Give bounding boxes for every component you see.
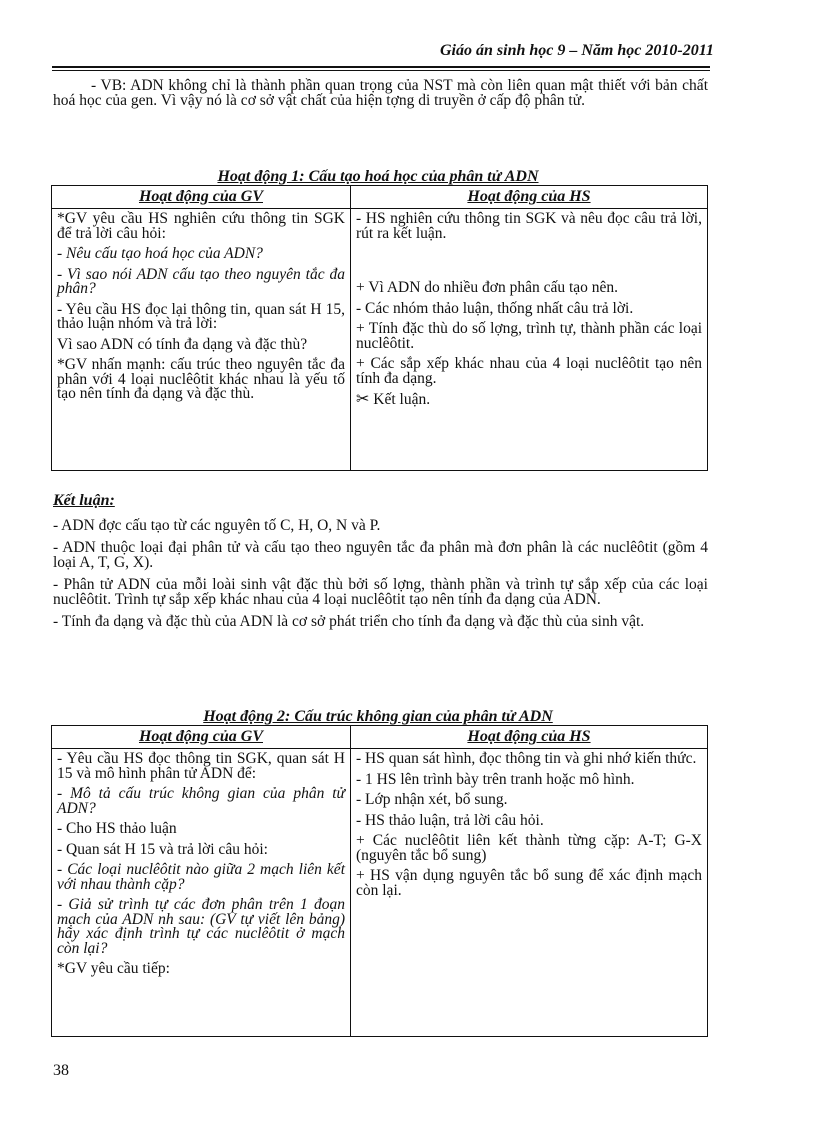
- activity2-hs-cell: [351, 749, 708, 1037]
- intro-paragraph: - VB: ADN không chỉ là thành phần quan trọng của NST mà còn liên quan mật thiết với bản chất hoá học của gen. Vì vậy nó là cơ sở vật chất của hiện tợng di truyền ở cấp độ phân tử.: [53, 77, 708, 109]
- activity1-gv-line: - Nêu cấu tạo hoá học của ADN?: [57, 245, 263, 262]
- conclusion-list: [53, 518, 708, 636]
- activity1-gv-line: Vì sao ADN có tính đa dạng và đặc thù?: [57, 335, 308, 353]
- activity2-col-hs: Hoạt động của HS: [351, 726, 708, 749]
- activity2-gv-cell: [52, 749, 351, 1037]
- activity1-hs-line: - Các nhóm thảo luận, thống nhất câu trả lời.: [356, 299, 634, 317]
- activity1-hs-conclusion: [356, 389, 702, 408]
- activity2-hs-line: - HS thảo luận, trả lời câu hỏi.: [356, 811, 544, 829]
- activity1-gv-cell: [52, 209, 351, 471]
- activity1-col-hs: Hoạt động của HS: [351, 186, 708, 209]
- activity1-hs-line: + Tính đặc thù do số lợng, trình tự, thành phần các loại nuclêôtit.: [356, 320, 702, 352]
- activity2-caption: Hoạt động 2: Cấu trúc không gian của phân tử ADN: [203, 708, 553, 725]
- activity2-hs-line: - HS quan sát hình, đọc thông tin và ghi nhớ kiến thức.: [356, 750, 697, 767]
- activity2-hs-line: + Các nuclêôtit liên kết thành từng cặp: A-T; G-X (nguyên tắc bổ sung): [356, 832, 702, 864]
- activity2-gv-line: - Giả sử trình tự các đơn phân trên 1 đoạn mạch của ADN nh sau: (GV tự viết lên bảng) hãy xác định trình tự các nuclêôtit ở mạch còn lại?: [57, 896, 345, 957]
- activity1-gv-line: - Vì sao nói ADN cấu tạo theo nguyên tắc đa phân?: [57, 265, 345, 297]
- activity1-caption: Hoạt động 1: Cấu tạo hoá học của phân tử ADN: [217, 168, 539, 185]
- page-number: 38: [53, 1062, 69, 1079]
- activity1-gv-line: *GV yêu cầu HS nghiên cứu thông tin SGK để trả lời câu hỏi:: [57, 210, 345, 242]
- activity2-hs-line: + HS vận dụng nguyên tắc bổ sung để xác định mạch còn lại.: [356, 867, 702, 899]
- conclusion-item: - Tính đa dạng và đặc thù của ADN là cơ sở phát triển cho tính đa dạng và đặc thù của sinh vật.: [53, 613, 645, 630]
- header-rule-thin: [52, 70, 710, 71]
- activity2-gv-line: - Mô tả cấu trúc không gian của phân tử ADN?: [57, 785, 345, 817]
- scissors-icon: ✂: [356, 389, 370, 408]
- activity2-gv-line: - Yêu cầu HS đọc thông tin SGK, quan sát H 15 và mô hình phân tử ADN để:: [57, 750, 345, 782]
- conclusion-item: - Phân tử ADN của mỗi loài sinh vật đặc thù bởi số lợng, thành phần và trình tự sắp xếp của các loại nuclêôtit. Trình tự sắp xếp khác nhau của 4 loại nuclêôtit tạo nên tính đa dạng của ADN.: [53, 576, 708, 608]
- activity1-gv-line: *GV nhấn mạnh: cấu trúc theo nguyên tắc đa phân với 4 loại nuclêôtit khác nhau là yếu tố tạo nên tính đa dạng và đặc thù.: [57, 356, 345, 402]
- activity1-hs-cell: [351, 209, 708, 471]
- activity1-hs-line: - HS nghiên cứu thông tin SGK và nêu đọc câu trả lời, rút ra kết luận.: [356, 210, 702, 242]
- conclusion-item: - ADN thuộc loại đại phân tử và cấu tạo theo nguyên tắc đa phân mà đơn phân là các nuclêôtit (gồm 4 loại A, T, G, X).: [53, 539, 708, 571]
- activity1-table: [51, 185, 708, 471]
- activity2-gv-line: - Cho HS thảo luận: [57, 820, 177, 837]
- activity2-hs-line: - 1 HS lên trình bày trên tranh hoặc mô hình.: [356, 770, 635, 788]
- activity1-hs-line: + Vì ADN do nhiều đơn phân cấu tạo nên.: [356, 279, 619, 296]
- header-rule: [52, 66, 710, 68]
- conclusion-item: - ADN đợc cấu tạo từ các nguyên tố C, H, O, N và P.: [53, 517, 381, 534]
- activity2-gv-line: *GV yêu cầu tiếp:: [57, 960, 170, 977]
- header-title: Giáo án sinh học 9 – Năm học 2010-2011: [440, 42, 714, 59]
- activity2-hs-line: - Lớp nhận xét, bổ sung.: [356, 791, 508, 808]
- activity2-table: [51, 725, 708, 1037]
- activity1-col-gv: Hoạt động của GV: [52, 186, 351, 209]
- activity1-hs-conclusion-text: Kết luận.: [373, 391, 431, 408]
- activity2-gv-line: - Quan sát H 15 và trả lời câu hỏi:: [57, 840, 268, 858]
- activity1-hs-line: + Các sắp xếp khác nhau của 4 loại nuclêôtit tạo nên tính đa dạng.: [356, 355, 702, 387]
- activity1-gv-line: - Yêu cầu HS đọc lại thông tin, quan sát H 15, thảo luận nhóm và trả lời:: [57, 300, 345, 332]
- conclusion-title: Kết luận:: [53, 492, 115, 509]
- activity2-col-gv: Hoạt động của GV: [52, 726, 351, 749]
- activity2-gv-line: - Các loại nuclêôtit nào giữa 2 mạch liên kết với nhau thành cặp?: [57, 861, 345, 893]
